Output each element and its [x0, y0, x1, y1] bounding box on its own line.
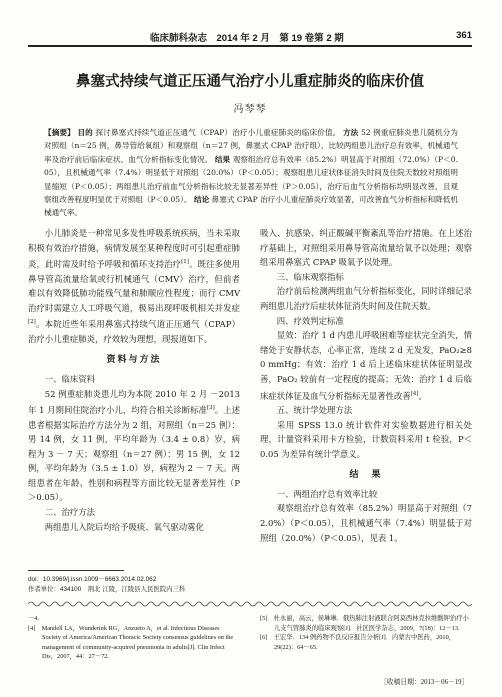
treatment-paragraph: 两组患儿入院后均给予吸痰、氧气驱动雾化: [44, 521, 204, 532]
article-title: 鼻塞式持续气道正压通气治疗小儿重症肺炎的临床价值: [76, 74, 424, 90]
conclusion-text: 鼻塞式 CPAP 治疗小儿重症肺炎疗效显著，可改善血气分析指标和降低机械通气率。: [44, 195, 458, 218]
citation-3: [3]: [206, 405, 215, 412]
subheading-treatment: 二、治疗方法: [44, 507, 96, 518]
intro-paragraph: [28, 226, 240, 346]
clinical-data-text: 52 例重症肺炎患儿均为本院 2010 年 2 月 －2013 年 1 月期间住院治疗小儿，均符合相关诊断标准: [28, 388, 240, 415]
observation-paragraph: 治疗前后检测两组血气分析指标变化，同时详细记录两组患儿治疗后症状体征消失时间及住院天数。: [260, 286, 472, 311]
section-heading-materials: 资料与方法: [106, 354, 162, 365]
treatment-continued: 吸入、抗感染、纠正酸碱平衡紊乱等治疗措施。在上述治疗基础上，对照组采用鼻导管高流量给氧予以处理；观察组采用鼻塞式 CPAP 吸氧予以处理。: [260, 228, 472, 268]
section-heading-results: 结 果: [349, 469, 383, 480]
criteria-end: 。: [418, 390, 427, 401]
affiliation-footnote: 作者单位：434100 荆北 江陵，江陵县人民医院内三科: [28, 586, 186, 593]
method-label: 方法: [342, 128, 359, 137]
citation-1: [1]: [181, 259, 189, 266]
subheading-clinical-data: 一、临床资料: [44, 373, 96, 384]
subheading-statistics: 五、统计学处理方法: [276, 404, 353, 415]
author-name: 冯琴琴: [233, 104, 267, 115]
statistics-paragraph: 采用 SPSS 13.0 统计软件对实验数据进行相关处理，计量资料采用卡方检验，计数资料采用 t 检验，P＜0.05 为差异有统计学意义。: [260, 419, 472, 459]
intro-text-2: 。既往多使用鼻导管高流量给氧或行机械通气（CMV）治疗，但前者难以有效降低肺功能残气量和肺顺应性程度；而行 CMV 治疗时需建立人工呼吸气道，极易出现呼吸机相关并发症: [28, 258, 241, 313]
right-column: [260, 226, 472, 545]
references-right: [260, 614, 472, 652]
method-text: 52 例重症肺炎患儿随机分为对照组（n＝25 例，鼻导管给氧组）和观察组（n＝27 例，鼻塞式 CPAP 治疗组），比较两组患儿治疗总有效率，机械通气率及治疗前后临床症状、血气分析指标变化情况。: [44, 128, 458, 164]
reference-item: [5] 杜永丽，高云，侯琳琳．俄热肺注射液联合阿莫西林克拉维酸钾治疗小儿支气管肺炎的临床观察[J]．社区医学杂志，2009，7(18)：12－13.: [260, 615, 469, 632]
reference-item: [4] Mandell LA，Wunderink RG，Anzueto A，et al. Infectious Diseases Society of America/American Thoracic Society consensus guidelines on the management of community-acquired pneumonia in adults[J]. Clin Infect Dis，2007，44：27－72.: [28, 624, 234, 661]
journal-citation: 临床肺科杂志 2014 年 2 月 第 19 卷第 2 期: [150, 33, 344, 44]
intro-text-3: 。本院近些年采用鼻塞式持续气道正压通气（CPAP）治疗小儿重症肺炎，疗效较为理想，现报道如下。: [28, 319, 240, 344]
doi-footnote: doi：10.3969/j.issn.1009－6663.2014.02.062: [28, 576, 157, 583]
received-date: ［收稿日期：2013－06－19］: [380, 679, 469, 686]
criteria-paragraph: [260, 328, 472, 403]
header-rule: [28, 45, 472, 47]
clinical-data-text-2: 。上述患者根据实际治疗方法分为 2 组，对照组（n＝25 例）：男 14 例，女 11 例，平均年龄为（3.4 ± 0.8）岁，病程为 3 － 7 天；观察组（n＝27 例）：男 15 例，女 12 例，平均年龄为（3.5 ± 1.0）岁，病程为 2 － 7 天。两组患者在年龄、性别和病程等方面比较无显著差异性（P＞0.05）。: [28, 404, 241, 503]
abstract: [44, 126, 458, 220]
footnote-rule: [28, 570, 124, 571]
aim-label: 目的: [77, 128, 93, 137]
references-left: [28, 614, 240, 662]
subheading-criteria: 四、疗效判定标准: [276, 315, 344, 326]
left-column: [28, 226, 240, 534]
criteria-text: 显效：治疗 1 d 内患儿呼吸困难等症状完全消失，情绪处于安静状态，心率正常，连续 2 d 无发发，PaO₂≥80 mmHg；有效：治疗 1 d 后上述临床症状体征明显改善，PaO₂ 较前有一定程度的提高；无效：治疗 1 d 后临床症状体征及血气分析指标无显著性改善: [260, 330, 472, 401]
section-divider: [28, 600, 472, 608]
reference-item: －4.: [28, 615, 40, 622]
clinical-data-paragraph: [28, 387, 240, 506]
reference-item: [6] 王宏华．134 例药物不良反应报告分析[J]．内蒙古中医药，2010，29(22)：64－65.: [260, 634, 456, 651]
subheading-efficacy: 一、两组治疗总有效率比较: [276, 488, 378, 499]
abstract-label: 【摘要】: [44, 128, 75, 137]
page-number: 361: [456, 30, 472, 41]
result-text: 观察组治疗总有效率（85.2%）明显高于对照组（72.0%）（P＜0.05），且机械通气率（7.4%）明显低于对照组（20.0%）（P＜0.05）；观察组患儿症状体征消失时间及住院天数较对照组明显缩短（P＜0.05）；两组患儿治疗前血气分析指标比较无显著差异性（P＞0.05），治疗后血气分析指标均明显改善，且观察组改善程度明显优于对照组（P＜0.05）。: [44, 154, 458, 205]
conclusion-label: 结论: [194, 195, 210, 205]
intro-text: 小儿肺炎是一种常见多发性呼吸系统疾病，当未采取积极有效治疗措施，病情发展至某种程度时可引起重症肺炎，此时需及时给予呼吸和循环支持治疗: [28, 228, 240, 269]
subheading-observation: 三、临床观察指标: [276, 271, 344, 282]
efficacy-paragraph: 观察组治疗总有效率（85.2%）明显高于对照组（72.0%）（P＜0.05），且机械通气率（7.4%）明显低于对照组（20.0%）（P＜0.05），见表 1。: [260, 503, 472, 543]
aim-text: 探讨鼻塞式持续气道正压通气（CPAP）治疗小儿重症肺炎的临床价值。: [95, 128, 341, 137]
citation-4: [4]: [410, 390, 419, 397]
citation-2: [2]: [28, 319, 36, 326]
result-label: 结果: [214, 154, 231, 164]
